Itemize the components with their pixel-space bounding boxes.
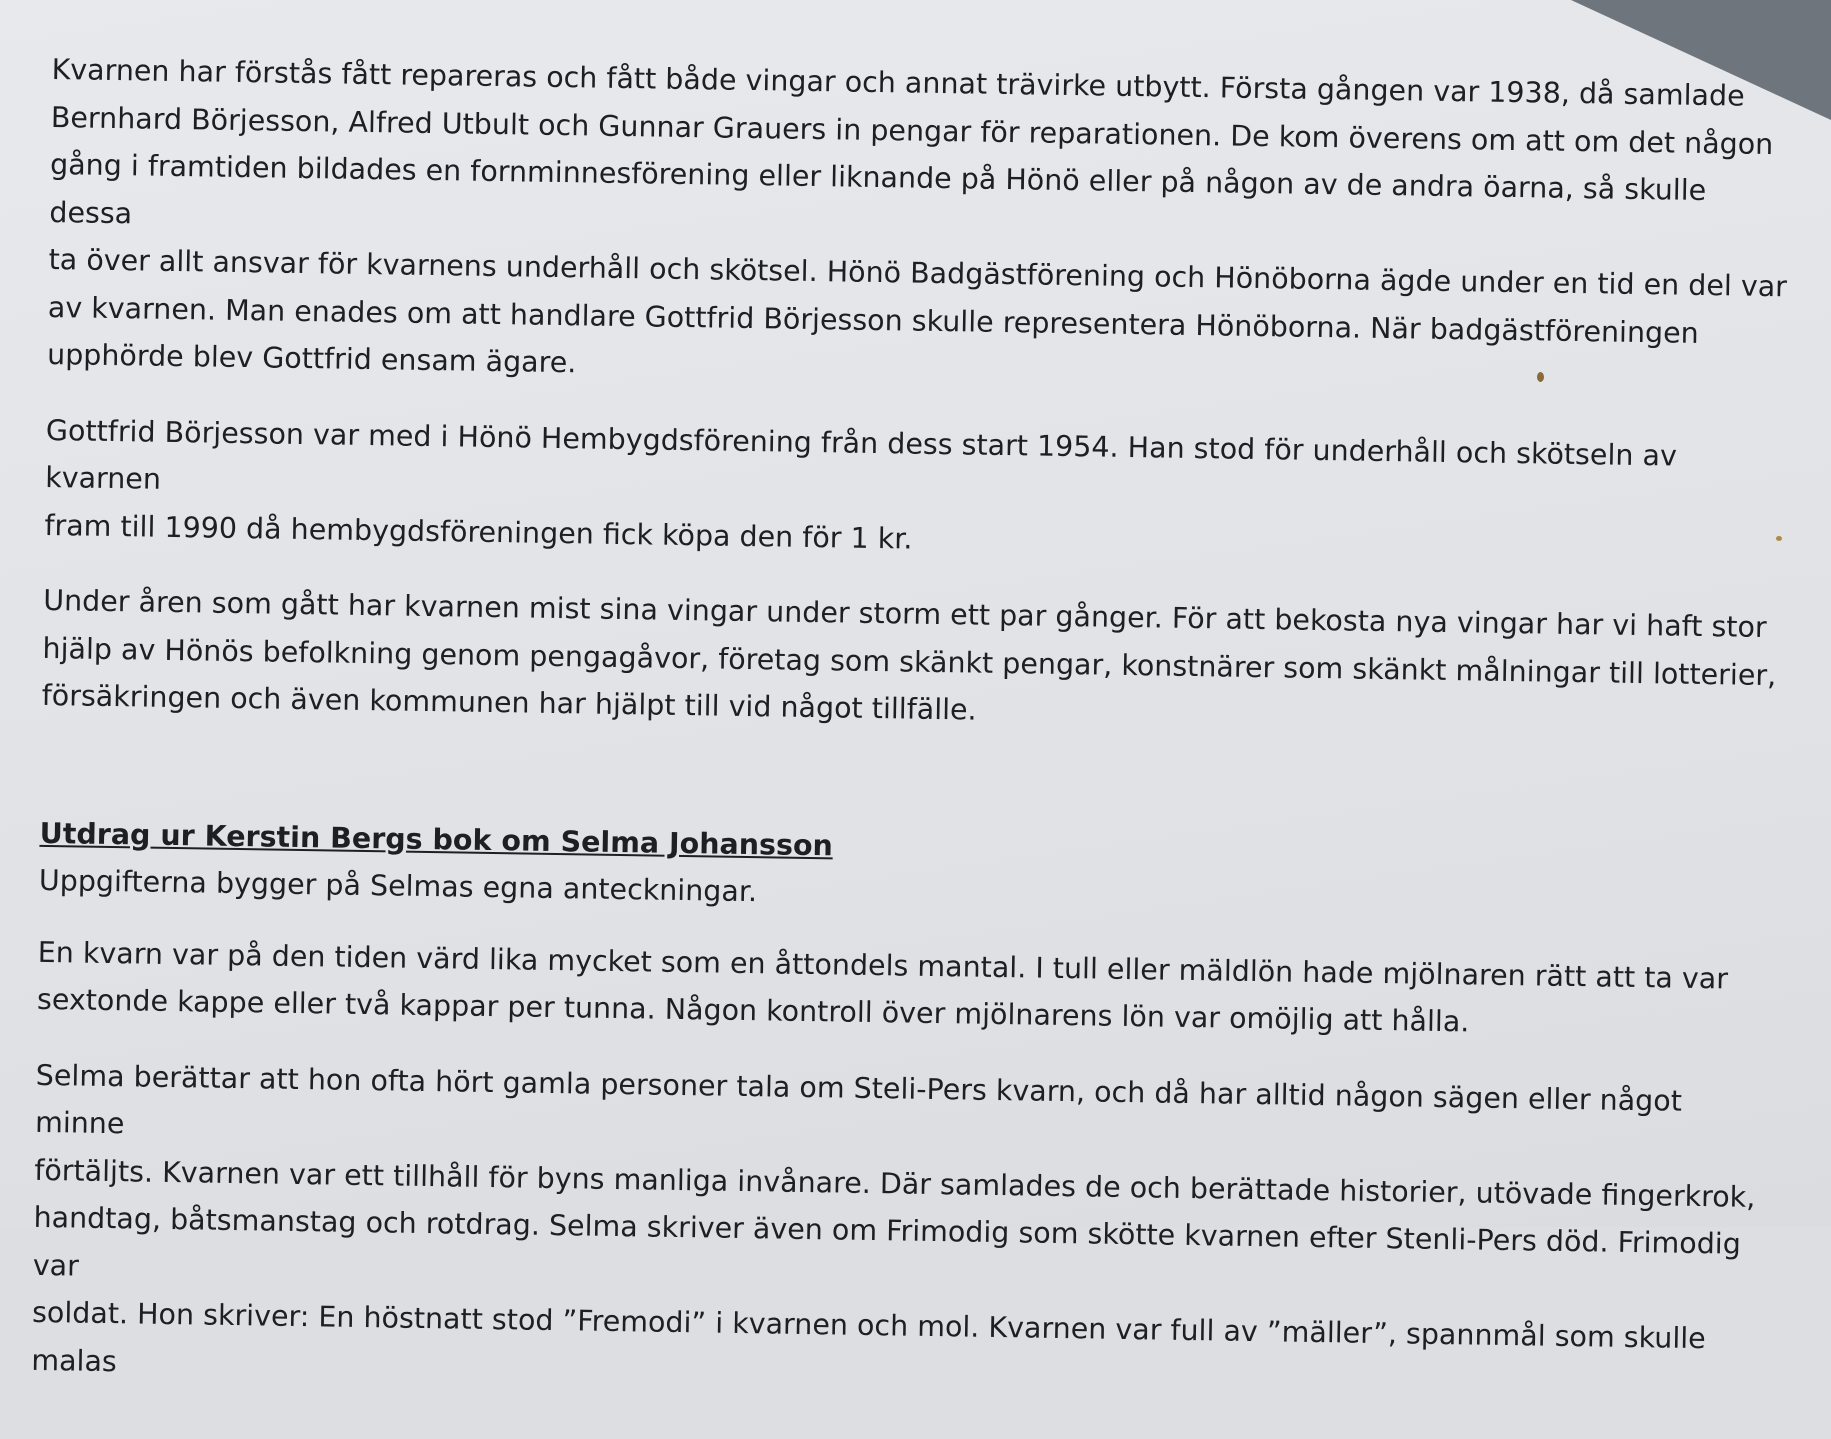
section-subheading: Uppgifterna bygger på Selmas egna anteckningar. <box>38 863 758 909</box>
paragraph-gottfrid: Gottfrid Börjesson var med i Hönö Hembygdsförening från dess start 1954. Han stod för underhåll och skötseln av kvarnen fram till 1990 då hembygdsföreningen fick köpa den för 1 kr. <box>44 413 1678 556</box>
paragraph-selma-stories: Selma berättar att hon ofta hört gamla personer tala om Steli-Pers kvarn, och då har alltid någon sägen eller något minne förtäljts. Kvarnen var ett tillhåll för byns manliga invånare. Där samlades de och berättade historier, utövade fingerkrok, handtag, båtsmanstag och rotdrag. Selma skriver även om Frimodig som skötte kvarnen efter Stenli-Pers död. Frimodig var soldat. Hon skriver: En höstnatt stod ”Fremodi” i kvarnen och mol. Kvarnen var full av ”mäller”, spannmål som skulle malas <box>31 1058 1756 1378</box>
paragraph-mill-value: En kvarn var på den tiden värd lika mycket som en åttondels mantal. I tull eller mäldlön hade mjölnaren rätt att ta var sextonde kappe eller två kappar per tunna. Någon kontroll över mjölnarens lön var omöjlig att hålla. <box>36 935 1729 1039</box>
section-heading: Utdrag ur Kerstin Bergs bok om Selma Johansson <box>39 816 834 862</box>
document-body <box>31 46 1792 1439</box>
paragraph-wings: Under åren som gått har kvarnen mist sina vingar under storm ett par gånger. För att bekosta nya vingar har vi haft stor hjälp av Hönös befolkning genom pengagåvor, företag som skänkt pengar, konstnärer som skänkt målningar till lotterier, försäkringen och även kommunen har hjälpt till vid något tillfälle. <box>41 583 1777 727</box>
paragraph-repairs: Kvarnen har förstås fått repareras och fått både vingar och annat trävirke utbytt. Första gången var 1938, då samlade Bernhard Börjesson, Alfred Utbult och Gunnar Grauers in pengar för reparationen. De kom överens om att om det någon gång i framtiden bildades en fornminnesförening eller liknande på Hönö eller på någon av de andra öarna, så skulle dessa ta över allt ansvar för kvarnens underhåll och skötsel. Hönö Badgästförening och Hönöborna ägde under en tid en del var av kvarnen. Man enades om att handlare Gottfrid Börjesson skulle representera Hönöborna. När badgästföreningen upphörde blev Gottfrid ensam ägare. <box>46 52 1788 380</box>
